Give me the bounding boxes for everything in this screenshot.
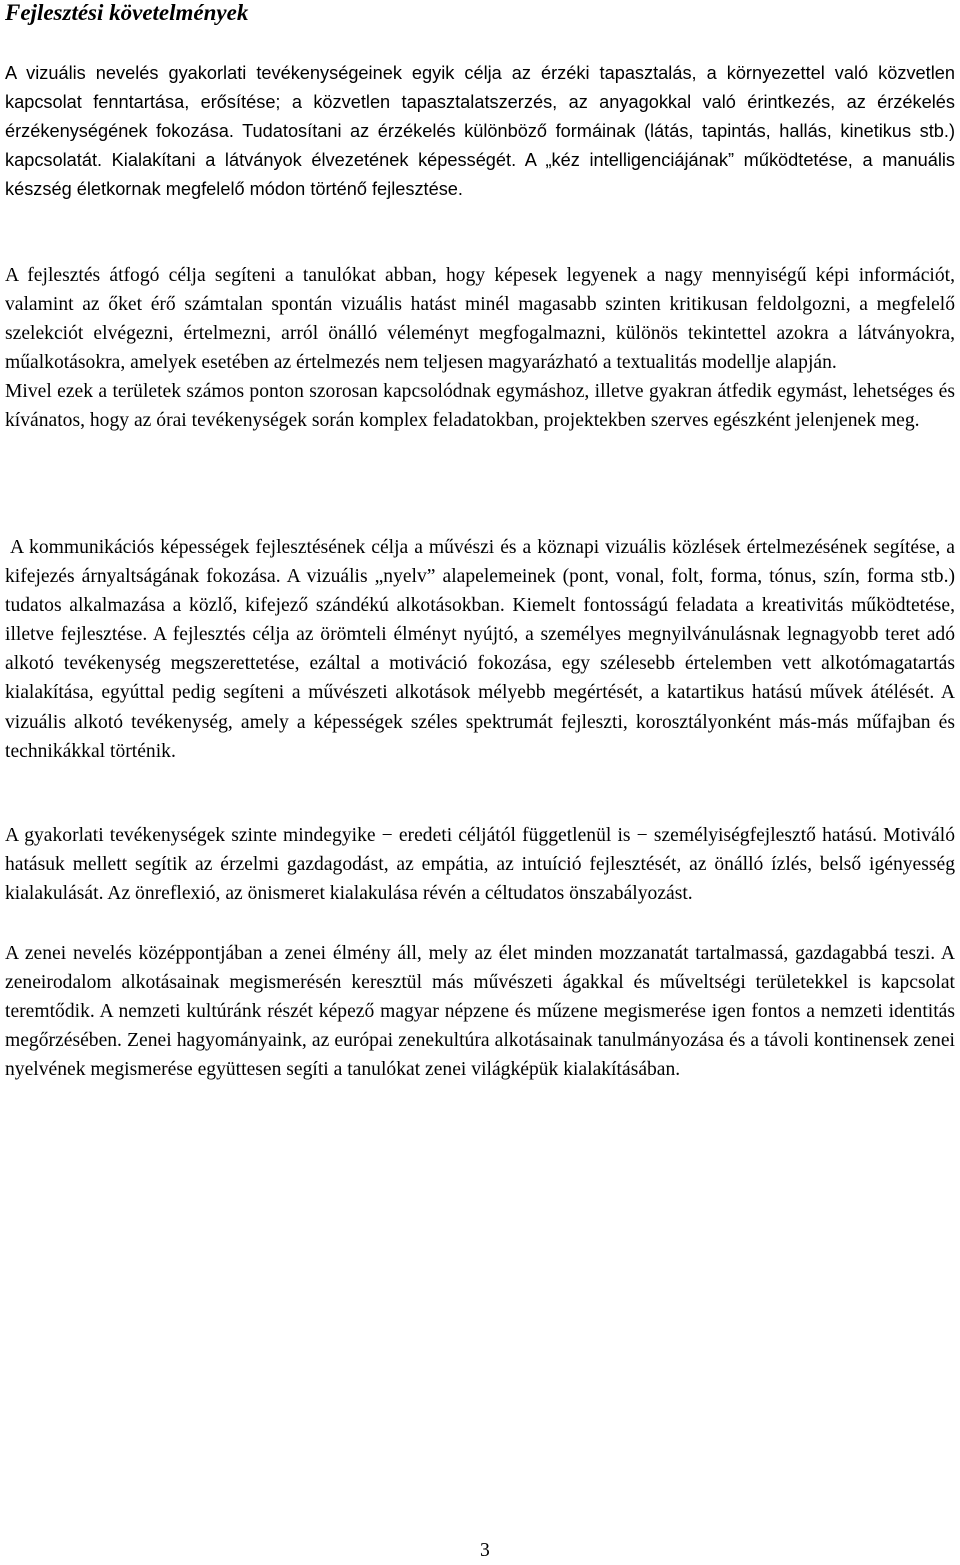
section-title: Fejlesztési követelmények <box>5 0 249 25</box>
paragraph-practical-activities: A gyakorlati tevékenységek szinte mindegyike − eredeti céljától függetlenül is − személyiségfejlesztő hatású. Motiváló hatásuk mellett segítik az érzelmi gazdagodást, az empátia, az intuíció fejlesztését, az önálló ízlés, belső igényesség kialakulását. Az önreflexió, az önismeret kialakulása révén a céltudatos önszabályozást. <box>5 825 955 905</box>
paragraph-communication-skills: A kommunikációs képességek fejlesztésének célja a művészi és a köznapi vizuális közlések értelmezésének segítése, a kifejezés árnyaltságának fokozása. A vizuális „nyelv” alapelemeinek (pont, vonal, folt, forma, tónus, szín, forma stb.) tudatos alkalmazása a közlő, kifejező szándékú alkotásokban. Kiemelt fontosságú feladata a kreativitás működtetése, illetve fejlesztése. A fejlesztés célja az örömteli élményt nyújtó, a személyes megnyilvánulásnak legnagyobb teret adó alkotó tevékenység megszerettetése, ezáltal a motiváció fokozása, egy szélesebb értelemben vett alkotómagatartás kialakítása, egyúttal pedig segíteni a művészeti alkotások mélyebb megértését, a katartikus hatású művek átélését. A vizuális alkotó tevékenység, amely a képességek széles spektrumát fejleszti, korosztályonként más-más műfajban és technikákkal történik. <box>5 537 955 762</box>
page-number: 3 <box>480 1540 490 1561</box>
paragraph-overlapping-areas: Mivel ezek a területek számos ponton szorosan kapcsolódnak egymáshoz, illetve gyakran átfedik egymást, lehetséges és kívánatos, hogy az órai tevékenységek során komplex feladatokban, projektekben szerves egészként jelenjenek meg. <box>5 381 955 432</box>
paragraph-music-education: A zenei nevelés középpontjában a zenei élmény áll, mely az élet minden mozzanatát tartalmassá, gazdagabbá teszi. A zeneirodalom alkotásainak megismerésén keresztül más művészeti ágakkal és műveltségi területekkel is kapcsolat teremtődik. A nemzeti kultúránk részét képező magyar népzene és műzene megismerése igen fontos a nemzeti identitás megőrzésében. Zenei hagyományaink, az európai zenekultúra alkotásainak tanulmányozása és a távoli kontinensek zenei nyelvének megismerése együttesen segíti a tanulókat zenei világképük kialakításában. <box>5 943 955 1081</box>
paragraph-visual-education-goals: A vizuális nevelés gyakorlati tevékenységeinek egyik célja az érzéki tapasztalás, a környezettel való közvetlen kapcsolat fenntartása, erősítése; a közvetlen tapasztalatszerzés, az anyagokkal való érintkezés, az érzékelés érzékenységének fokozása. Tudatosítani az érzékelés különböző formáinak (látás, tapintás, hallás, kinetikus stb.) kapcsolatát. Kialakítani a látványok élvezetének képességét. A „kéz intelligenciájának” működtetése, a manuális készség életkornak megfelelő módon történő fejlesztése. <box>5 63 955 200</box>
paragraph-development-aim: A fejlesztés átfogó célja segíteni a tanulókat abban, hogy képesek legyenek a nagy mennyiségű képi információt, valamint az őket érő számtalan spontán vizuális hatást minél magasabb szinten kritikusan feldolgozni, a megfelelő szelekciót elvégezni, értelmezni, arról önálló véleményt megfogalmazni, különös tekintettel azokra a látványokra, műalkotásokra, amelyek esetében az értelmezés nem teljesen magyarázható a textualitás modellje alapján. <box>5 265 955 374</box>
